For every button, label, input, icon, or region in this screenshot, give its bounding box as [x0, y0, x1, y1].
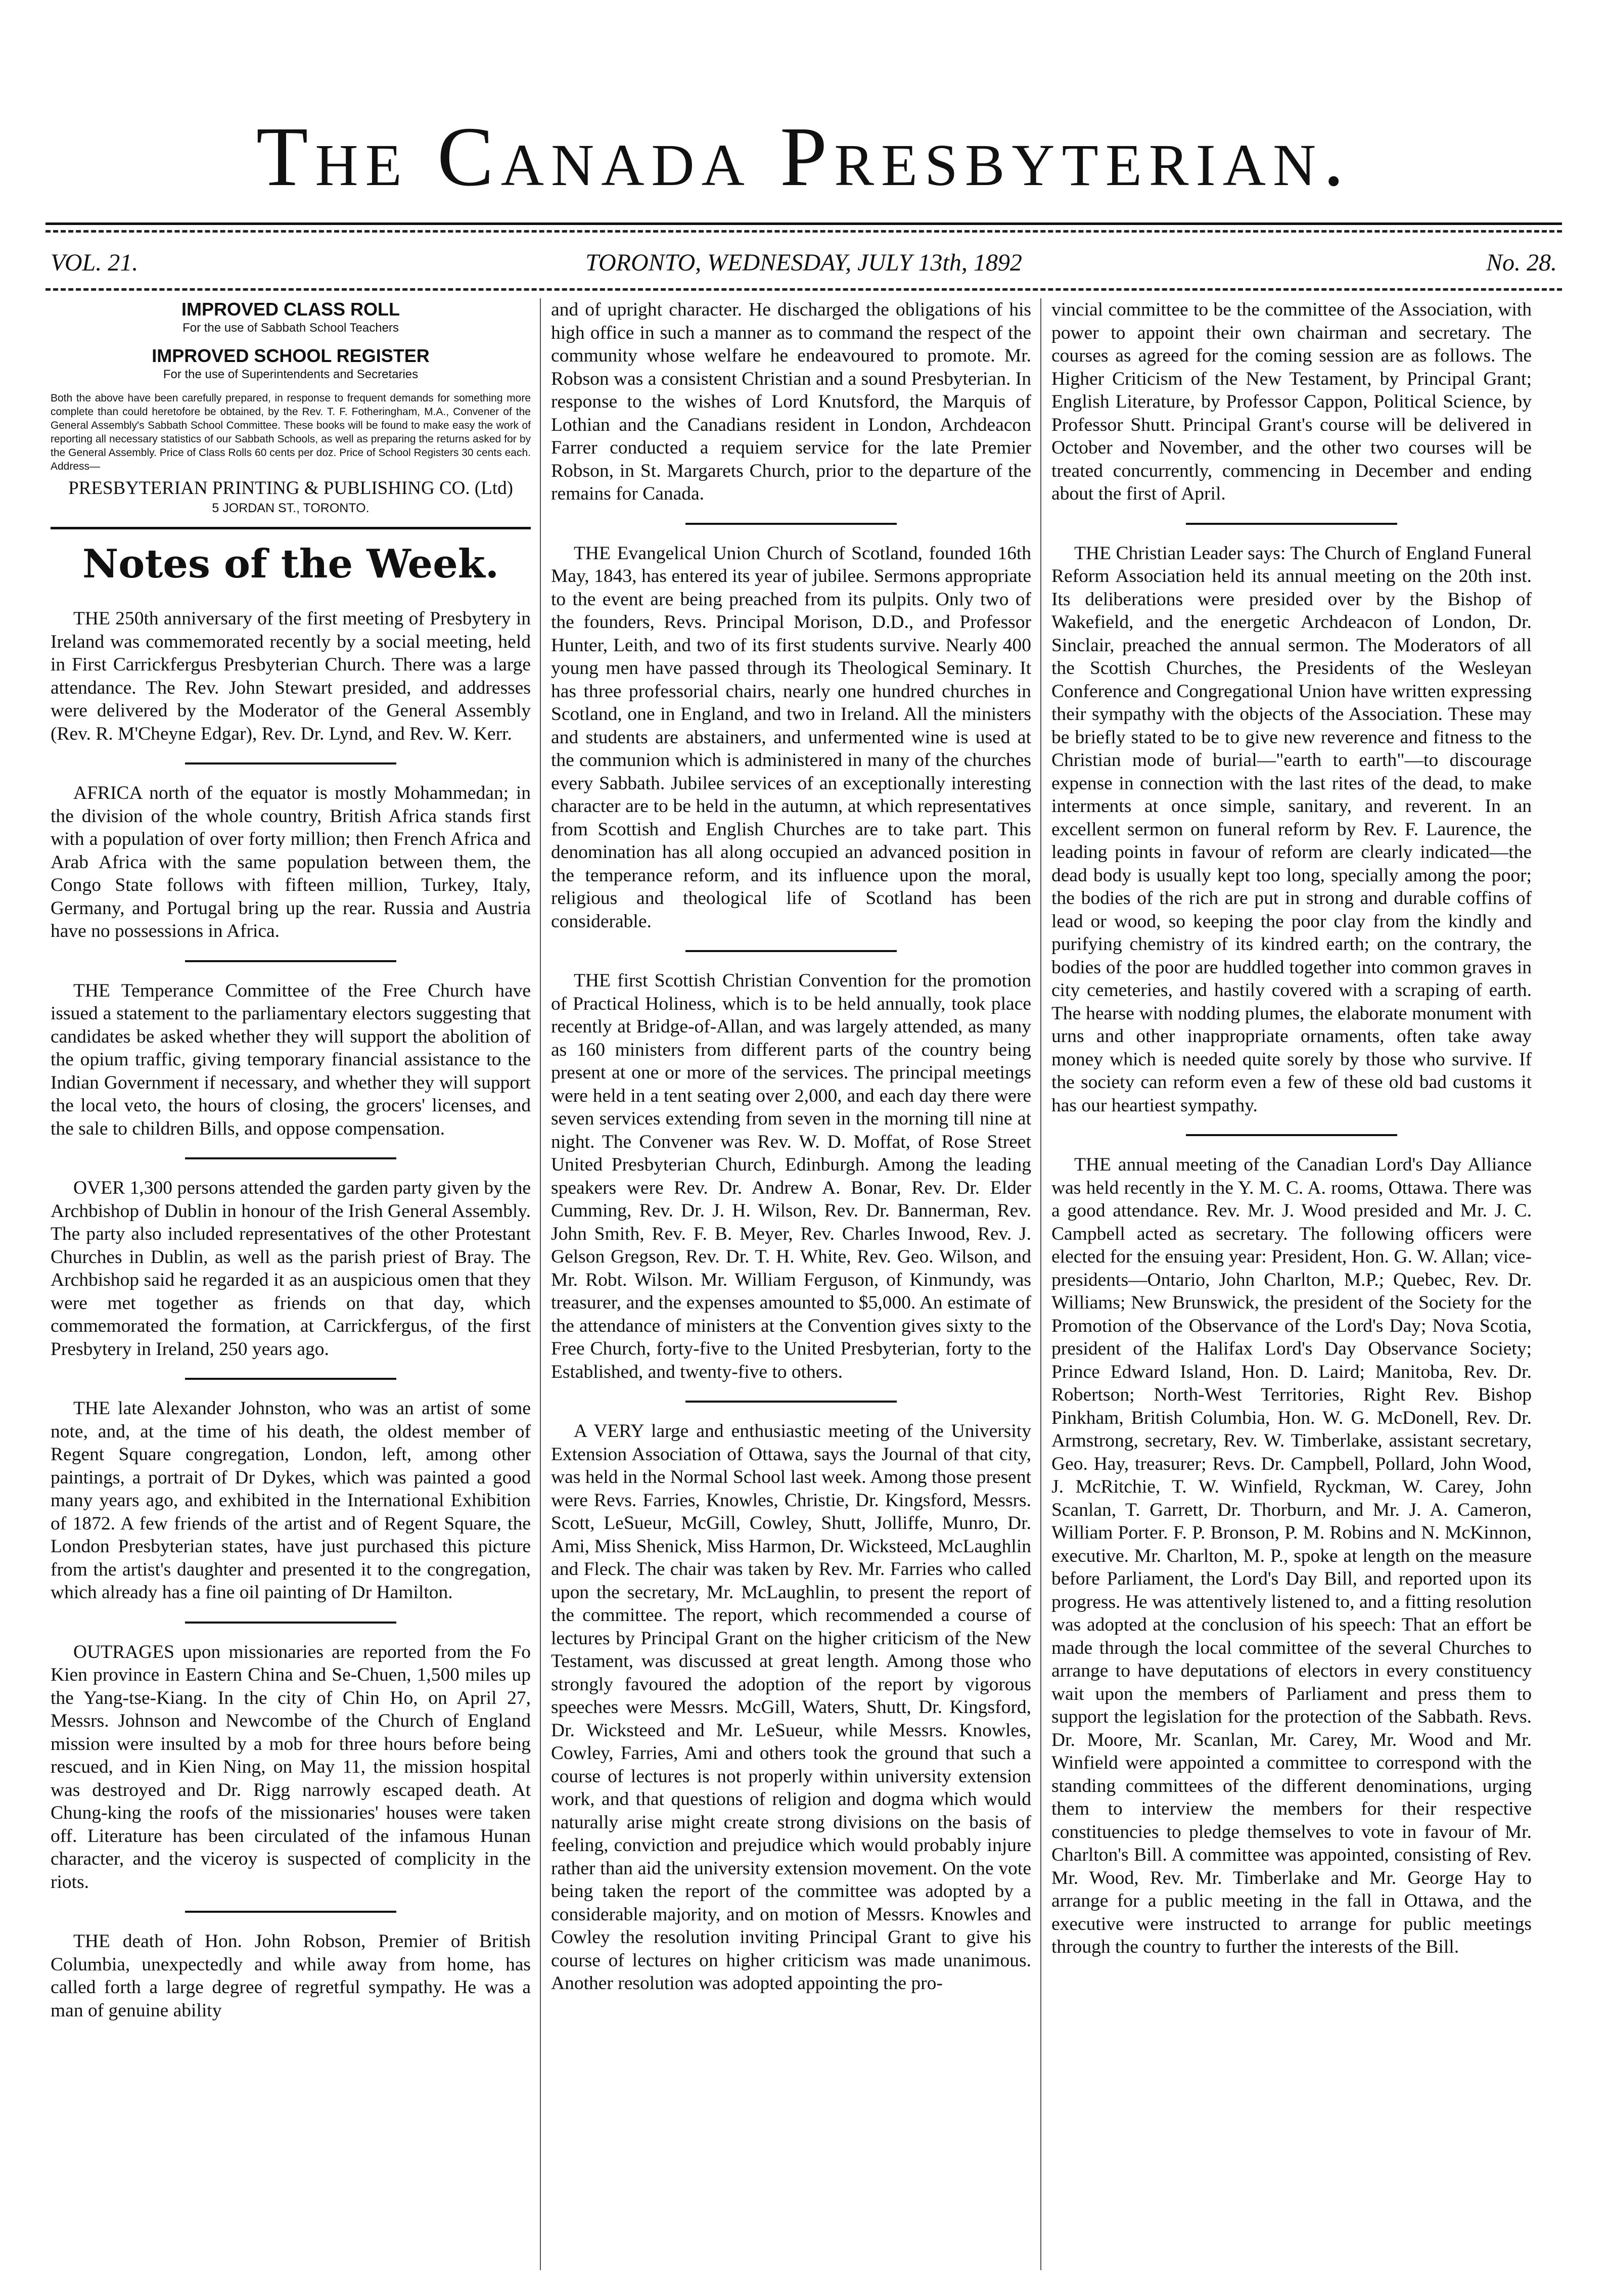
- article-paragraph: THE death of Hon. John Robson, Premier of British Columbia, unexpectedly and while away from home, has called forth a large degree of regretful sympathy. He was a man of genuine ability: [51, 1931, 531, 2021]
- ad-subtitle-class-roll: For the use of Sabbath School Teachers: [182, 321, 399, 335]
- column-1: [51, 298, 531, 2026]
- column-2: [551, 298, 1031, 1999]
- article-separator: [1186, 1134, 1397, 1136]
- masthead-title: The Canada Presbyterian.: [256, 110, 1352, 204]
- dateline-rule: [45, 288, 1562, 291]
- article-separator: [185, 1911, 396, 1913]
- article-separator: [685, 523, 897, 525]
- ad-subtitle-school-register: For the use of Superintendents and Secretaries: [163, 368, 419, 381]
- article-paragraph: THE Temperance Committee of the Free Church have issued a statement to the parliamentary electors suggesting that candidates be asked whether they will support the abolition of the opium traffic, giving temporary financial assistance to the Indian Government if necessary, and whether they will support the local veto, the hours of closing, the grocers' licenses, and the sale to children Bills, and oppose compensation.: [51, 980, 531, 1139]
- issue-number: No. 28.: [1486, 249, 1557, 276]
- ad-address: 5 JORDAN ST., TORONTO.: [212, 501, 370, 515]
- article-paragraph: and of upright character. He discharged the obligations of his high office in such a manner as to command the respect of the community whose welfare he endeavoured to promote. Mr. Robson was a consistent Christian and a sound Presbyterian. In response to the wishes of Lord Knutsford, the Marquis of Lothian and the Canadians resident in London, Archdeacon Farrer conducted a requiem service for the late Premier Robson, in St. Margarets Church, prior to the departure of the remains for Canada.: [551, 299, 1031, 504]
- article-separator: [1186, 523, 1397, 525]
- article-separator: [185, 1622, 396, 1624]
- ad-body: Both the above have been carefully prepared, in response to frequent demands for something more complete than could heretofore be obtained, by the Rev. T. F. Fotheringham, M.A., Convener of the General Assembly's Sabbath School Committee. These books will be found to make easy the work of reporting all necessary statistics of our Sabbath Schools, as well as preparing the returns asked for by the General Assembly. Price of Class Rolls 60 cents per doz. Price of School Registers 30 cents each. Address—: [51, 392, 531, 472]
- advertisement: [51, 298, 531, 517]
- column-divider: [540, 298, 541, 2270]
- article-paragraph: THE late Alexander Johnston, who was an artist of some note, and, at the time of his death, the oldest member of Regent Square congregation, London, left, among other paintings, a portrait of Dr Dykes, which was painted a good many years ago, and exhibited in the International Exhibition of 1872. A few friends of the artist and of Regent Square, the London Presbyterian states, have just purchased this picture from the artist's daughter and presented it to the congregation, which already has a fine oil painting of Dr Hamilton.: [51, 1398, 531, 1603]
- masthead-rule: [45, 222, 1562, 225]
- article-paragraph: THE annual meeting of the Canadian Lord's Day Alliance was held recently in the Y. M. C. A. rooms, Ottawa. There was a good attendance. Rev. Mr. J. Wood presided and Mr. J. C. Campbell acted as secretary. The following officers were elected for the ensuing year: President, Hon. G. W. Allan; vice-presidents—Ontario, John Charlton, M.P.; Quebec, Rev. Dr. Williams; New Brunswick, the president of the Society for the Promotion of the Observance of the Lord's Day; Nova Scotia, president of the Halifax Lord's Day Observance Society; Prince Edward Island, Hon. D. Laird; Manitoba, Rev. Dr. Robertson; North-West Territories, Right Rev. Bishop Pinkham, British Columbia, Hon. W. G. McDonell, Rev. Dr. Armstrong, secretary, Rev. W. Timberlake, assistant secretary, Geo. Hay, treasurer; Revs. Dr. Campbell, Pollard, John Wood, J. McRitchie, T. W. Winfield, Ryckman, W. Carey, John Scanlan, T. Garrett, Dr. Thorburn, and Mr. J. A. Cameron, William Porter. F. P. Bronson, P. M. Robins and N. McKinnon, executive. Mr. Charlton, M. P., spoke at length on the measure before Parliament, the Lord's Day Bill, and reported upon its progress. He was attentively listened to, and a fitting resolution was adopted at the conclusion of his speech: That an effort be made through the local committee of the several Churches to arrange to have deputations of electors in every constituency wait upon the members of Parliament and press them to support the legislation for the protection of the Sabbath. Revs. Dr. Moore, Mr. Scanlan, Mr. Carey, Mr. Wood and Mr. Winfield were appointed a committee to correspond with the standing committees of the different denominations, urging them to interview the members for their respective constituencies to pledge themselves to vote in favour of Mr. Charlton's Bill. A committee was appointed, consisting of Rev. Mr. Wood, Rev. Mr. Timberlake and Mr. George Hay to arrange for a public meeting in the fall in Ottawa, and the executive were instructed to arrange for public meetings through the country to further the interests of the Bill.: [1051, 1154, 1532, 1957]
- article-separator: [685, 1401, 897, 1403]
- article-separator: [685, 950, 897, 952]
- masthead-rule-dashed: [45, 230, 1562, 233]
- volume-number: VOL. 21.: [51, 249, 139, 276]
- article-separator: [185, 1157, 396, 1159]
- article-separator: [185, 960, 396, 962]
- article-paragraph: THE Christian Leader says: The Church of England Funeral Reform Association held its annual meeting on the 20th inst. Its deliberations were presided over by the Bishop of Wakefield, and the energetic Archdeacon of London, Dr. Sinclair, preached the annual sermon. The Moderators of all the Scottish Churches, the Presidents of the Wesleyan Conference and Congregational Union have written expressing their sympathy with the objects of the Association. These may be briefly stated to be to give new reverence and fitness to the Christian mode of burial—"earth to earth"—to discourage expense in connection with the last rites of the dead, to make interments at once simple, sanitary, and reverent. In an excellent sermon on funeral reform by Rev. F. Laurence, the leading points in favour of reform are clearly indicated—the dead body is usually kept too long, specially among the poor; the bodies of the rich are put in strong and durable coffins of lead or wood, so keeping the poor clay from the kindly and purifying chemistry of its kindred earth; on the contrary, the bodies of the poor are huddled together into common graves in city cemeteries, and hastily covered with a scraping of earth. The hearse with nodding plumes, the elaborate monument with urns and other inappropriate ornaments, often take away money which is needed quite sorely by those who survive. If the society can reform even a few of these old bad customs it has our heartiest sympathy.: [1051, 543, 1532, 1116]
- article-paragraph: OVER 1,300 persons attended the garden party given by the Archbishop of Dublin in honour of the Irish General Assembly. The party also included representatives of the other Protestant Churches in Dublin, as well as the parish priest of Bray. The Archbishop said he regarded it as an auspicious omen that they were met together as friends on that day, which commemorated the formation, at Carrickfergus, of the first Presbytery in Ireland, 250 years ago.: [51, 1178, 531, 1360]
- article-paragraph: THE 250th anniversary of the first meeting of Presbytery in Ireland was commemorated recently by a social meeting, held in First Carrickfergus Presbyterian Church. There was a large attendance. The Rev. John Stewart presided, and addresses were delivered by the Moderator of the General Assembly (Rev. R. M'Cheyne Edgar), Rev. Dr. Lynd, and Rev. W. Kerr.: [51, 608, 531, 744]
- article-paragraph: A VERY large and enthusiastic meeting of the University Extension Association of Ottawa, says the Journal of that city, was held in the Normal School last week. Among those present were Revs. Farries, Knowles, Christie, Dr. Kingsford, Messrs. Scott, LeSueur, McGill, Cowley, Shutt, Jolliffe, Munro, Dr. Ami, Miss Shenick, Miss Harmon, Dr. Wicksteed, McLaughlin and Fleck. The chair was taken by Rev. Mr. Farries who called upon the secretary, Mr. McLaughlin, to present the report of the committee. The report, which recommended a course of lectures by Principal Grant on the higher criticism of the New Testament, was discussed at great length. Among those who strongly favoured the adoption of the report by vigorous speeches were Messrs. McGill, Waters, Shutt, Dr. Kingsford, Dr. Wicksteed and Mr. LeSueur, while Messrs. Knowles, Cowley, Farries, Ami and others took the ground that such a course of lectures is not properly within university extension work, and that questions of religion and dogma which would naturally arise might create strong divisions on the basis of feeling, conviction and prejudice which would probably injure rather than aid the university extension movement. On the vote being taken the report of the committee was adopted by a considerable majority, and on motion of Messrs. Knowles and Cowley the resolution inviting Principal Grant to give his course of lectures on higher criticism was made unanimous. Another resolution was adopted appointing the pro-: [551, 1421, 1031, 1994]
- section-title: Notes of the Week.: [51, 527, 531, 592]
- article-paragraph: THE Evangelical Union Church of Scotland, founded 16th May, 1843, has entered its year of jubilee. Sermons appropriate to the event are being preached from its pulpits. Only two of the founders, Revs. Principal Morison, D.D., and Professor Hunter, Leith, and two of its first students survive. Nearly 400 young men have passed through its Theological Seminary. It has three professorial chairs, nearly one hundred churches in Scotland, one in England, and two in Ireland. All the ministers and students are abstainers, and unfermented wine is used at the communion which is administered in many of the churches every Sabbath. Jubilee services of an exceptionally interesting character are to be held in the autumn, at which representatives from Scottish and English Churches are to take part. This denomination has all along occupied an advanced position in the temperance reform, and its influence upon the moral, religious and theological life of Scotland has been considerable.: [551, 543, 1031, 932]
- article-paragraph: THE first Scottish Christian Convention for the promotion of Practical Holiness, which is to be held annually, took place recently at Bridge-of-Allan, and was largely attended, as many as 160 ministers from different parts of the country being present at one or more of the services. The principal meetings were held in a tent seating over 2,000, and each day there were seven services extending from seven in the morning till nine at night. The Convener was Rev. W. D. Moffat, of Rose Street United Presbyterian Church, Edinburgh. Among the leading speakers were Rev. Dr. Andrew A. Bonar, Rev. Dr. Elder Cumming, Rev. Dr. J. H. Wilson, Rev. Dr. Bannerman, Rev. John Smith, Rev. F. B. Meyer, Rev. Charles Inwood, Rev. J. Gelson Gregson, Rev. Dr. T. H. White, Rev. Geo. Wilson, and Mr. Robt. Wilson. Mr. William Ferguson, of Kinmundy, was treasurer, and the expenses amounted to $5,000. An estimate of the attendance of ministers at the Convention gives sixty to the Free Church, forty-five to the United Presbyterian, forty to the Established, and twenty-five to others.: [551, 970, 1031, 1382]
- ad-publisher: PRESBYTERIAN PRINTING & PUBLISHING CO. (Ltd): [68, 478, 513, 499]
- article-paragraph: vincial committee to be the committee of the Association, with power to appoint their own chairman and secretary. The courses as agreed for the coming session are as follows. The Higher Criticism of the New Testament, by Principal Grant; English Literature, by Professor Cappon, Political Science, by Professor Shutt. Principal Grant's course will be delivered in October and November, and the other two courses will be treated concurrently, commencing in December and ending about the first of April.: [1051, 299, 1532, 504]
- ad-title-school-register: IMPROVED SCHOOL REGISTER: [152, 345, 430, 366]
- column-3: [1051, 298, 1532, 1963]
- issue-date: TORONTO, WEDNESDAY, JULY 13th, 1892: [585, 249, 1022, 276]
- dateline: [51, 243, 1557, 283]
- article-separator: [185, 1378, 396, 1380]
- article-paragraph: AFRICA north of the equator is mostly Mohammedan; in the division of the whole country, British Africa stands first with a population of over forty million; then French Africa and Arab Africa with the same population between them, the Congo State follows with fifteen million, Turkey, Italy, Germany, and Portugal bring up the rear. Russia and Austria have no possessions in Africa.: [51, 783, 531, 941]
- article-paragraph: OUTRAGES upon missionaries are reported from the Fo Kien province in Eastern China and Se-Chuen, 1,500 miles up the Yang-tse-Kiang. In the city of Chin Ho, on April 27, Messrs. Johnson and Newcombe of the Church of England mission were insulted by a mob for three hours before being rescued, and in Kien Ning, on May 11, the mission hospital was destroyed and Dr. Rigg narrowly escaped death. At Chung-king the roofs of the missionaries' houses were taken off. Literature has been circulated of the infamous Hunan character, and the viceroy is suspected of complicity in the riots.: [51, 1641, 531, 1893]
- column-divider: [1040, 298, 1041, 2270]
- article-separator: [185, 762, 396, 764]
- ad-title-class-roll: IMPROVED CLASS ROLL: [181, 299, 400, 320]
